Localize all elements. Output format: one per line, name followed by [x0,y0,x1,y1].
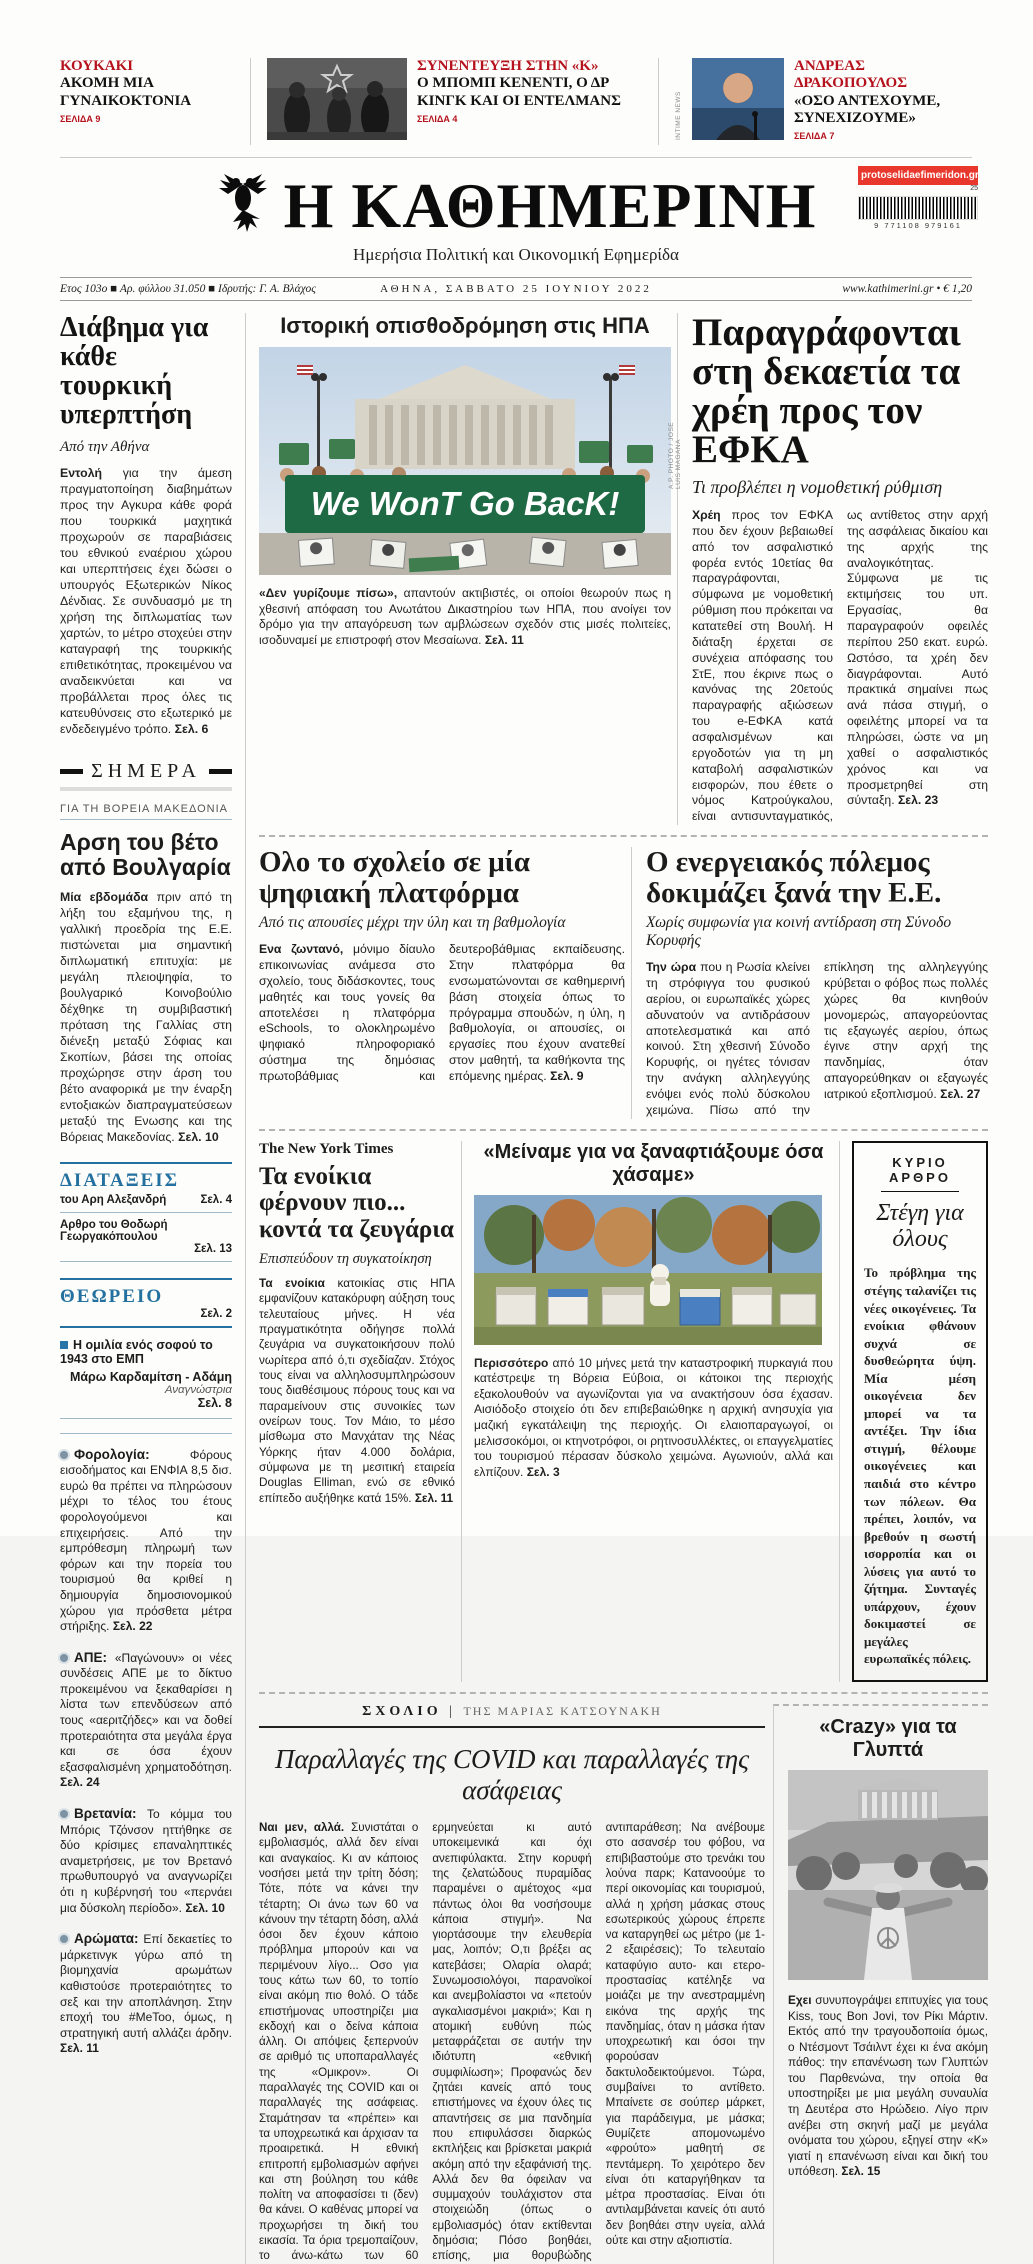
page-ref: Σελ. 22 [112,1619,153,1634]
article-body: Ενα ζωντανό, μόνιμο δίαυλο επικοινωνίας ανάμεσα στο σχολείο, τους διδάσκοντες, τους μαθητές και τους γονείς θα αποτελέσει η πλατφόρμα eSchools, το ολοκληρωμένο ψηφιακό πληροφοριακό σύστημα της δημόσιας πρωτοβάθμιας και δευτεροβάθμιας εκπαίδευσης. Στην πλατφόρμα θα ενσωματώνονται σε καθημερινή βάση στοιχεία όπως το πρόγραμμα σπουδών, η ύλη, η βαθμολογία, οι απουσίες, οι εργασίες που έχουν ανατεθεί στον μαθητή, τα καθήκοντα της επόμενης ημέρας. Σελ. 9 [259,942,625,1083]
page-ref: Σελ. 27 [940,1086,981,1101]
newspaper-title: Η ΚΑΘΗΜΕΡΙΝΗ [283,169,817,241]
article-title: Ιστορική οπισθοδρόμηση στις ΗΠΑ [280,313,650,338]
beehives-photo [474,1195,833,1350]
commentary-title: Παραλλαγές της COVID και παραλλαγές της ασάφειας [274,1744,750,1806]
author: του Αρη Αλεξανδρή [60,1193,167,1206]
diataxeis-header: ΔΙΑΤΑΞΕΙΣ [60,1169,180,1191]
diataxeis-row [60,1192,232,1213]
editorial-box [852,1141,988,1682]
article-title: Ο ενεργειακός πόλεμος δοκιμάζει ξανά την Ε.Ε. [646,846,942,909]
item-author-role: Αναγνώστρια [164,1383,232,1396]
photo-credit: A.P. PHOTO / JOSE LUIS MAGANA [668,421,682,489]
watermark-label: protoselidaefimeridon.gr [858,166,978,185]
page-ref: Σελ. 3 [526,1464,560,1479]
article-subtitle: Χωρίς συμφωνία για κοινή αντίδραση στη Σύνοδο Κορυφής [646,914,952,950]
article-title: Διάβημα για κάθε τουρκική υπερπτήση [60,312,209,431]
main-area [246,313,988,2264]
teaser-kicker: ΑΝΔΡΕΑΣ ΔΡΑΚΟΠΟΥΛΟΣ [794,58,908,92]
teaser-kicker: ΚΟΥΚΑΚΙ [60,58,134,74]
page-ref: Σελ. 15 [841,2164,881,2179]
dateline-issue-info: Ετος 103ο ■ Αρ. φύλλου 31.050 ■ Ιδρυτής: Γ. Α. Βλάχος [60,283,316,295]
page-ref: Σελ. 13 [194,1242,232,1255]
brief-ape[interactable]: ΑΠΕ: «Παγώνουν» οι νέες συνδέσεις ΑΠΕ με το δίκτυο προκειμένου να ξεκαθαρίσει η λίστα των επενδύσεων από τους «αεριτζήδες» και να δοθεί προτεραιότητα στα μεγάλα έργα και σε όσα έχουν εξασφαλισμένη χρηματοδότηση. Σελ. 24 [60,1649,232,1790]
article-nyt-rents[interactable] [259,1141,455,1682]
article-body: Χρέη προς τον ΕΦΚΑ που δεν έχουν βεβαιωθεί από τον ασφαλιστικό φορέα εντός 10ετίας θα παραγράφονται, σύμφωνα με νομοθετική ρύθμιση που πρόκειται να κατατεθεί στη Βουλή. Η διάταξη έρχεται σε συνέχεια απόφασης του ΣτΕ, που έκρινε πως ο κανόνας της 20ετούς παραγραφής αξιώσεων του e-ΕΦΚΑ κατά ασφαλισμένων και εργοδοτών για τη μη καταβολή ασφαλιστικών εισφορών, που έθετε ο νόμος Κατρούγκαλου, είναι αντισυνταγματικός, ως αντίθετος στην αρχή της ασφάλειας δικαίου και της αρχής της αναλογικότητας. Σύμφωνα με τις εκτιμήσεις του υπ. Εργασίας, θα παραγραφούν οφειλές περίπου 250 εκατ. ευρώ. Ωστόσο, τα χρέη δεν διαγράφονται. Αυτό πρακτικά σημαίνει πως ανά πάσα στιγμή, ο οφειλέτης μπορεί να τα πληρώσει, ώστε να μη χαθεί ο ασφαλιστικός χρόνος και να προσμετρηθεί στη σύνταξη. Σελ. 23 [692,508,988,824]
left-column [60,313,246,2264]
teaser-title: «ΟΣΟ ΑΝΤΕΧΟΥΜΕ, ΣΥΝΕΧΙΖΟΥΜΕ» [794,92,941,126]
article-evia-recovery[interactable] [461,1141,833,1682]
article-title: «Μείναμε για να ξαναφτιάξουμε όσα χάσαμε» [483,1140,824,1186]
dashed-separator [259,1692,988,1694]
row-bottom [259,1704,988,2264]
dashed-separator [259,835,988,837]
commentary-label: ΣΧΟΛΙΟ [362,1704,442,1720]
page-ref: Σελ. 2 [60,1308,232,1328]
issue-code-block [858,166,978,230]
item-title: Η ομιλία ενός σοφού το 1943 στο ΕΜΠ [60,1337,213,1366]
nyt-logo: The New York Times [259,1140,394,1157]
page-ref: Σελ. 10 [178,1129,219,1144]
photo-caption: «Δεν γυρίζουμε πίσω», απαντούν ακτιβιστές, οι οποίοι θεωρούν πως η χθεσινή απόφαση του Ανωτάτου Δικαστηρίου των ΗΠΑ, που ανοίγει τον δρόμο για την απαγόρευση των αμβλώσεων σχεδόν στις μισές πολιτείες, ισοδυναμεί με επιστροφή στον Μεσαίωνα. Σελ. 11 [259,586,671,647]
brief-perfumes[interactable]: Αρώματα: Επί δεκαετίες το μάρκετινγκ γύρω από τη βιομηχανία αρωμάτων καθιστούσε προτεραιότητες το σεξ και την αποπλάνηση. Στην εποχή του #MeToo, όμως, η στρατηγική αυτή αλλάζει άρδην. Σελ. 11 [60,1931,232,2056]
article-bulgaria-veto[interactable] [60,803,232,1145]
photo-credit: INTIME NEWS [675,91,682,140]
teaser-koukaki[interactable] [60,58,250,124]
brief-britain[interactable]: Βρετανία: Το κόμμα του Μπόρις Τζόνσον ηττήθηκε σε δύο κρίσιμες επαναληπτικές αναμετρήσεις, με τον Βρετανό πρωθυπουργό να αναγνωρίζει ότι η κυβέρνησή του «περνάει μια δύσκολη περίοδο». Σελ. 10 [60,1806,232,1915]
article-ref: Αρθρο του Θοδωρή Γεωργακόπουλου [60,1218,168,1243]
acropolis-photo [788,1770,988,1985]
dashed-separator [259,1129,988,1131]
article-title: Ολο το σχολείο σε μία ψηφιακή πλατφόρμα [259,846,530,909]
theoreio-item [60,1338,232,1419]
editorial-column[interactable] [839,1141,988,1682]
editorial-title: Στέγη για όλους [876,1199,964,1253]
barcode-issue-number: 25 [970,185,978,192]
drakopoulos-photo [692,58,784,145]
page-ref: Σελ. 23 [897,793,939,808]
article-subtitle: Από τις απουσίες μέχρι την ύλη και τη βαθμολογία [259,914,566,932]
commentary-kicker [259,1704,765,1728]
teaser-page-ref: ΣΕΛΙΔΑ 9 [60,113,101,124]
simera-header [60,760,232,791]
photo-caption: Εχει συνυπογράψει επιτυχίες για τους Kiss, τους Bon Jovi, τον Ρίκι Μάρτιν. Εκτός από την τραγουδοποιία όμως, ο Ντέσμοντ Τσάιλντ έχει κι ένα ακόμη πάθος: την επανένωση των Γλυπτών του Παρθενώνα, την οποία θα υποστηρίξει με μια μεγάλη συναυλία τη Δευτέρα στο Ηρώδειο. Λίγο πριν ανέβει στη σκηνή μαζί με μεγάλα ονόματα του χώρου, εξηγεί στην «Κ» γιατί η επανένωση είναι και δική του υπόθεση. Σελ. 15 [788,1993,989,2179]
article-parthenon-marbles[interactable] [773,1704,988,2264]
theoreio-section[interactable] [60,1278,232,1419]
article-title: Παραγράφονται στη δεκαετία τα χρέη προς τον ΕΦΚΑ [692,311,961,471]
brief-forologia[interactable]: Φορολογία: Φόρους εισοδήματος και ΕΝΦΙΑ 8,5 δισ. ευρώ θα πρέπει να πληρώσουν μέχρι το τέλος του έτους φορολογούμενοι και επιχειρήσεις. Από την εμπρόθεσμη πληρωμή των φόρων και την πορεία του τουρισμού θα κριθεί η δημιουργία δημοσιονομικού χώρου για πρόσθετα μέτρα στήριξης. Σελ. 22 [60,1446,232,1634]
article-title: Τα ενοίκια φέρνουν πιο... κοντά τα ζευγάρια [259,1162,454,1243]
article-subtitle: Επισπεύδουν τη συγκατοίκηση [259,1251,432,1268]
page-ref: Σελ. 8 [197,1395,232,1410]
masthead [60,158,979,301]
bullet-icon [60,1654,68,1662]
barcode-number: 9 771108 979161 [874,221,962,230]
commentary-author: ΤΗΣ ΜΑΡΙΑΣ ΚΑΤΣΟΥΝΑΚΗ [463,1704,662,1719]
commentary-body: Ναι μεν, αλλά. Συνιστάται ο εμβολιασμός, αλλά δεν είναι και αναγκαίος. Κι αν κάποιος νοσήσει μετά την τρίτη δόση; Τότε, πότε να κάνει την τέταρτη; Οι άνω των 60 να κάνουν την τέταρτη δόση, αλλά όσοι δεν έχουν κάποιο πρόβλημα μπορούν και να περιμένουν λίγο... Οσο για τους κάτω των 60, το τοπίο είναι ακόμη πιο θολό. Ο τάδε επιστήμονας υποστηρίζει μια εκδοχή και ο δείνα κάποια άλλη. Οι απόψεις ξεπερνούν σε αριθμό τις υποπαραλλαγές της «Ομικρον». Οι παραλλαγές της COVID και οι παραλλαγές της ασάφειας. Σταμάτησαν τα «πρέπει» και τα υποχρεωτικά και άρχισαν τα προαιρετικά. Η εθνική επιτροπή εμβολιασμών αφήνει και στη βούληση του κάθε πολίτη να αποφασίσει τι (δεν) θα κάνει. Ο καθένας μπορεί να προχωρήσει τη δική του εικασία. Τα όρια τρεμοπαίζουν, το άνω-κάτω των 60 ερμηνεύεται κι αυτό υποκειμενικά και όχι ανεπιφύλακτα. Στην κορυφή της ζελατώδους πυραμίδας παραμένει ο αμέτοχος «μα πάντως όλοι θα νοσήσουμε κάποια στιγμή». Να γιορτάσουμε την ελευθερία μας, λοιπόν; Ο,τι βρέξει ας κατεβάσει; Ολαρία ολαρά; Συνωμοσιολόγοι, παρανοϊκοί και ανεμβολίαστοι να «πετούν αγκαλιασμένοι μακριά»; Και η ατομική ευθύνη πώς μεταφράζεται σε αυτήν την ιδιότυπη «εθνική συμφιλίωση»; Προφανώς δεν ζητάει κανείς από τους επιστήμονες να έχουν όλες τις απαντήσεις σε μια πανδημία που επιφυλάσσει διαρκώς εκπλήξεις και βρίσκεται μακριά ακόμη από την εξαφάνισή της. Αλλά δεν θα όφειλαν να συμμαχούν τουλάχιστον στα στοιχειώδη (όπως ο εμβολιασμός) όταν εκτίθενται δημόσια; Πόσο βοηθάει, επίσης, μια θορυβώδης αντιπαράθεση; Να ανέβουμε στο ασανσέρ του φόβου, να επιβιβαστούμε στο τρενάκι του λούνα παρκ; Κατανοούμε το περί οικονομίας και τουρισμού, αλλά η χρήση μάσκας στους εσωτερικούς χώρους έπρεπε να καταργηθεί ως μέτρο (με 1-2 εξαιρέσεις); Το τελευταίο καταφύγιο αυτο- και ετερο-προστασίας κατέληξε να μοιάζει με την ανεστραμμένη εικόνα της αρχής της πανδημίας, όταν η μάσκα ήταν υποχρεωτική και όσοι την φορούσαν δακτυλοδεικτούμενοι. Τώρα, συμβαίνει το αντίθετο. Μπαίνετε σε σούπερ μάρκετ, για παράδειγμα, με μάσκα; Θυμίζετε απομονωμένο «φρούτο» μαθητή σε πεντάμερη. Το χειρότερο δεν είναι ότι καταργήθηκαν τα μέτρα προστασίας. Είναι ότι αντιλαμβάνεται κανείς ότι αυτό δεν βοηθάει στην υγεία, αλλά ούτε και στην αξιοπιστία. [259,1821,765,2263]
page-ref: Σελ. 24 [60,1775,100,1790]
diataxeis-row [60,1213,232,1262]
teaser-interview[interactable] [250,58,658,145]
article-subtitle: Από την Αθήνα [60,439,150,456]
article-efka-debts[interactable] [677,313,988,825]
article-body: Εντολή για την άμεση πραγματοποίηση διαβημάτων προς την Αγκυρα κάθε φορά που τουρκικά μαχητικά προχωρούν σε παραβιάσεις του εθνικού εναέριου χώρου και υπερπτήσεις έχει δώσει ο υπουργός Εξωτερικών Νίκος Δένδιας. Σε συνδυασμό με τη χρήση της διπλωματίας των χαρτών, το μέτρο στοχεύει στην καταγραφή της τουρκικής επιθετικότητας, προκειμένου να αναδεικνύεται και να προβάλλεται προς όλες τις κατευθύνσεις στο εξωτερικό με ενδεδειγμένο τρόπο. Σελ. 6 [60,466,232,737]
row-top [259,313,988,825]
article-energy-war[interactable] [631,847,988,1118]
page [60,58,989,2264]
diataxeis-section[interactable] [60,1162,232,1262]
page-ref: Σελ. 9 [550,1068,584,1083]
article-title: Αρση του βέτο από Βουλγαρία [60,829,231,880]
section-kicker: ΓΙΑ ΤΗ ΒΟΡΕΙΑ ΜΑΚΕΔΟΝΙΑ [60,803,232,820]
dateline [60,277,972,301]
square-bullet-icon [60,1341,68,1349]
article-body: Τα ενοίκια κατοικίας στις ΗΠΑ εμφανίζουν κατακόρυφη αύξηση τους τελευταίους μήνες. Η νέα πραγματικότητα οδήγησε πολλά ζευγάρια να συγκατοικήσουν πολύ νωρίτερα από ό,τι σχεδίαζαν. Στόχος τους είναι να αλληλοσυμπληρώσουν τους διαθέσιμους πόρους τους και να παραμείνουν στις συνοικίες των ονείρων τους. Τον Μάιο, το μέσο μίσθωμα στο Μανχάταν της Νέας Υόρκης ήταν 4.000 δολάρια, σύμφωνα με τη μεσιτική εταιρεία Douglas Elliman, ενώ σε εθνικό επίπεδο αυξήθηκε κατά 15%. Σελ. 11 [259,1276,455,1505]
article-eschools[interactable] [259,847,625,1118]
eagle-logo-icon [216,172,270,239]
bullet-icon [60,1451,68,1459]
divider [881,1191,959,1192]
dateline-date: ΑΘΗΝΑ, ΣΑΒΒΑΤΟ 25 ΙΟΥΝΙΟΥ 2022 [380,283,652,295]
teaser-kicker: ΣΥΝΕΝΤΕΥΞΗ ΣΤΗΝ «Κ» [417,58,599,74]
theoreio-header: ΘΕΩΡΕΙΟ [60,1285,164,1307]
news-briefs [60,1433,232,2057]
bullet-icon [60,1810,68,1818]
page-ref: Σελ. 11 [484,632,524,647]
article-turkish-overflights[interactable] [60,313,232,738]
article-body: Την ώρα που η Ρωσία κλείνει τη στρόφιγγα του φυσικού αερίου, οι ευρωπαϊκές χώρες αδυνατούν να αντιδράσουν αποτελεσματικά και από κοινού. Στη χθεσινή Σύνοδο Κορυφής, οι ηγέτες τόνισαν την ανάγκη αλληλεγγύης ενόψει ενός πολύ δύσκολου χειμώνα. Πίσω από την επίκληση της αλληλεγγύης κρύβεται ο φόβος πως πολλές χώρες θα κινηθούν μονομερώς, απαγορεύοντας τις εξαγωγές αερίου, όπως έγινε στην αρχή της πανδημίας, όταν απαγορεύθηκαν οι εξαγωγές ιατρικού εξοπλισμού. Σελ. 27 [646,960,988,1117]
article-title: «Crazy» για τα Γλυπτά [819,1716,957,1762]
editorial-body: Το πρόβλημα της στέγης ταλανίζει τις νέες οικογένειες. Τα ενοίκια φθάνουν συχνά σε δυσθεώρητα ύψη. Μία μέση οικογένεια δεν μπορεί να τα αντέξει. Την ίδια στιγμή, θέλουμε οικογένειες και παιδιά στο κέντρο των πόλεων. Θα πρέπει, λοιπόν, να βρεθούν η σωστή ισορροπία και οι λύσεις για αυτό το ζήτημα. Συνταγές υπάρχουν, έχουν δοκιμαστεί σε μεγάλες ευρωπαϊκές πόλεις. [864,1265,976,1667]
teaser-page-ref: ΣΕΛΙΔΑ 4 [417,113,458,124]
bullet-icon [60,1935,68,1943]
divider: | [449,1704,464,1720]
page-ref: Σελ. 11 [414,1490,454,1505]
commentary-column[interactable] [259,1704,765,2264]
page-ref: Σελ. 11 [60,2041,99,2056]
row-lower [259,1141,988,1682]
protest-photo [259,347,682,580]
page-ref: Σελ. 6 [174,722,209,737]
teaser-drakopoulos[interactable] [658,58,972,145]
page-ref: Σελ. 4 [200,1193,232,1206]
article-body: Μία εβδομάδα πριν από τη λήξη του εξαμήνου της, η γαλλική προεδρία της Ε.Ε. πιστώνεται μια σημαντική διπλωματική επιτυχία: με μεγάλη πλειοψηφία, το βουλγαρικό Κοινοβούλιο δέχθηκε τη συμβιβαστική πρόταση της Γαλλίας στη διένεξη μεταξύ Σόφιας και Σκοπίων, βάσει της οποίας προχώρησε στην άρση του βέτο αναφορικά με την έναρξη εντοξιακών διαπραγματεύσεων μεταξύ της Ενωσης και της Βόρειας Μακεδονίας. Σελ. 10 [60,889,233,1144]
banner-text: We WonT Go BacK! [310,485,620,522]
article-us-abortion[interactable] [259,313,682,825]
top-teaser-strip [60,58,972,158]
photo-caption: Περισσότερο από 10 μήνες μετά την καταστροφική πυρκαγιά που κατέστρεψε τη Βόρεια Εύβοια, οι κάτοικοι της περιοχής εξακολουθούν να αγωνίζονται για να ανακτήσουν όσα έχασαν. Αισιόδοξο στοιχείο ότι δεν επιβεβαιώθηκε η αρχική ανησυχία για μαζική εγκατάλειψη της περιοχής. Οι ελαιοπαραγωγοί, οι μελισσοκόμοι, οι κτηνοτρόφοι, οι ρητινοσυλλέκτες, οι επαγγελματίες του τουρισμού πέρασαν δύσκολο χειμώνα. Αγωνιούν, αλλά και ελπίζουν. Σελ. 3 [474,1355,833,1479]
dateline-site-price: www.kathimerini.gr • € 1,20 [842,283,972,295]
newspaper-subtitle: Ημερήσια Πολιτική και Οικονομική Εφημερίδα [353,245,679,264]
item-author: Μάρω Καρδαμίτση - Αδάμη [69,1369,232,1384]
page-ref: Σελ. 10 [185,1900,225,1915]
row-middle [259,847,988,1118]
barcode [858,196,978,220]
article-subtitle: Τι προβλέπει η νομοθετική ρύθμιση [692,477,943,497]
teaser-page-ref: ΣΕΛΙΔΑ 7 [794,131,835,141]
teaser-title: Ο ΜΠΟΜΠ ΚΕΝΕΝΤΙ, Ο ΔΡ ΚΙΝΓΚ ΚΑΙ ΟΙ ΕΝΤΕΛΜΑΝΣ [417,75,621,109]
interview-photo [267,58,407,145]
simera-label: ΣΗΜΕΡΑ [91,760,201,783]
teaser-title: ΑΚΟΜΗ ΜΙΑ ΓΥΝΑΙΚΟΚΤΟΝΙΑ [60,75,192,109]
editorial-header: ΚΥΡΙΟ ΑΡΘΡΟ [889,1154,951,1185]
